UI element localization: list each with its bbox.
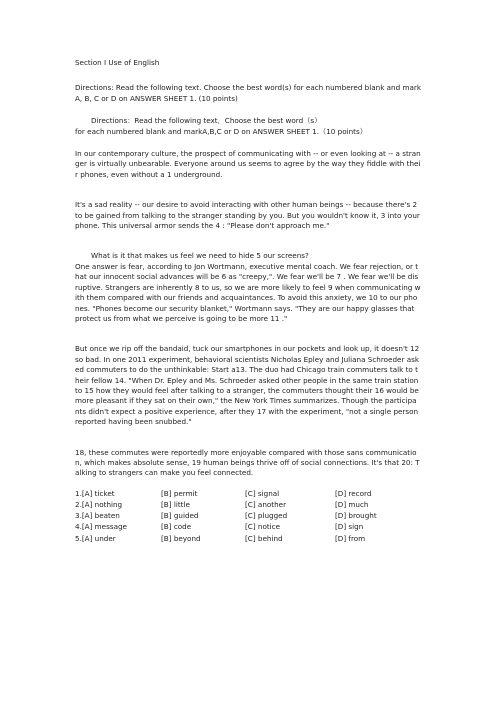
paragraph-3: What is it that makes us feel we need to hide 5 our screens? — [91, 251, 309, 261]
option-c: [C] notice — [245, 522, 281, 532]
option-a: 2.[A] nothing — [75, 499, 123, 509]
option-d: [D] record — [335, 488, 372, 498]
option-row — [75, 489, 421, 500]
option-b: [B] little — [161, 499, 190, 509]
option-b: [B] guided — [161, 511, 199, 521]
option-a: 1.[A] ticket — [75, 488, 115, 498]
option-a: 3.[A] beaten — [75, 511, 120, 521]
option-row — [75, 511, 421, 522]
paragraph-5: But once we rip off the bandaid, tuck our smartphones in our pockets and look up, it doesn't 12 so bad. In one 2011 experiment, behavioral scientists Nicholas Epley and Juliana Schroeder asked commuters to do the unthinkable: Start a13. The duo had Chicago train commuters talk to their fellow 14. "When Dr. Epley and Ms. Schroeder asked other people in the same train station to 15 how they would feel after talking to a stranger, the commuters thought their 16 would be more pleasant if they sat on their own," the New York Times summarizes. Though the participants didn't expect a positive experience, after they 17 with the experiment, "not a single person reported having been snubbed." — [75, 344, 420, 427]
paragraph-6: 18, these commutes were reportedly more enjoyable compared with those sans communication, which makes absolute sense, 19 human beings thrive off of social connections. It's that 20: Talking to strangers can make you feel connected. — [75, 447, 420, 478]
option-b: [B] code — [161, 522, 192, 532]
option-b: [B] beyond — [161, 533, 201, 543]
option-row — [75, 500, 421, 511]
directions-chinese — [75, 116, 421, 137]
option-d: [D] from — [335, 533, 366, 543]
option-a: 5.[A] under — [75, 533, 116, 543]
option-b: [B] permit — [161, 488, 198, 498]
section-title: Section Ⅰ Use of English — [75, 58, 160, 67]
option-d: [D] sign — [335, 522, 364, 532]
option-d: [D] brought — [335, 511, 377, 521]
option-row — [75, 534, 421, 545]
directions-english: Directions: Read the following text. Choose the best word(s) for each numbered blank and mark A, B, C or D on ANSWER SHEET 1. (10 points) — [75, 83, 421, 103]
option-c: [C] plugged — [245, 511, 288, 521]
directions-chinese-line-1: Directions：Read the following text．Choose the best word（s） — [91, 116, 322, 126]
paragraph-4: One answer is fear, according to Jon Wortmann, executive mental coach. We fear rejection, or that our innocent social advances will be 6 as "creepy,". We fear we'll be 7 . We fear we'll be disruptive. Strangers are inherently 8 to us, so we are more likely to feel 9 when communicating with them compared with our friends and acquaintances. To avoid this anxiety, we 10 to our phones. "Phones become our security blanket," Wortmann says. "They are our happy glasses that protect us from what we perceive is going to be more 11 ." — [75, 261, 421, 323]
paragraph-1: In our contemporary culture, the prospect of communicating with -- or even looking at -- a stranger is virtually unbearable. Everyone around us seems to agree by the way they fiddle with their phones, even without a 1 underground. — [75, 149, 421, 179]
option-a: 4.[A] message — [75, 522, 127, 532]
option-c: [C] another — [245, 499, 287, 509]
option-d: [D] much — [335, 499, 369, 509]
options-list — [75, 489, 421, 545]
option-c: [C] signal — [245, 488, 280, 498]
directions-chinese-line-2: for each numbered blank and markA,B,C or D on ANSWER SHEET 1.（10 points） — [75, 126, 367, 136]
option-row — [75, 522, 421, 533]
document-page — [75, 58, 421, 545]
paragraph-2: It's a sad reality -- our desire to avoid interacting with other human beings -- because there's 2 to be gained from talking to the stranger standing by you. But you wouldn't know it, 3 into your phone. This universal armor sends the 4 : "Please don't approach me." — [75, 200, 420, 231]
option-c: [C] behind — [245, 533, 283, 543]
